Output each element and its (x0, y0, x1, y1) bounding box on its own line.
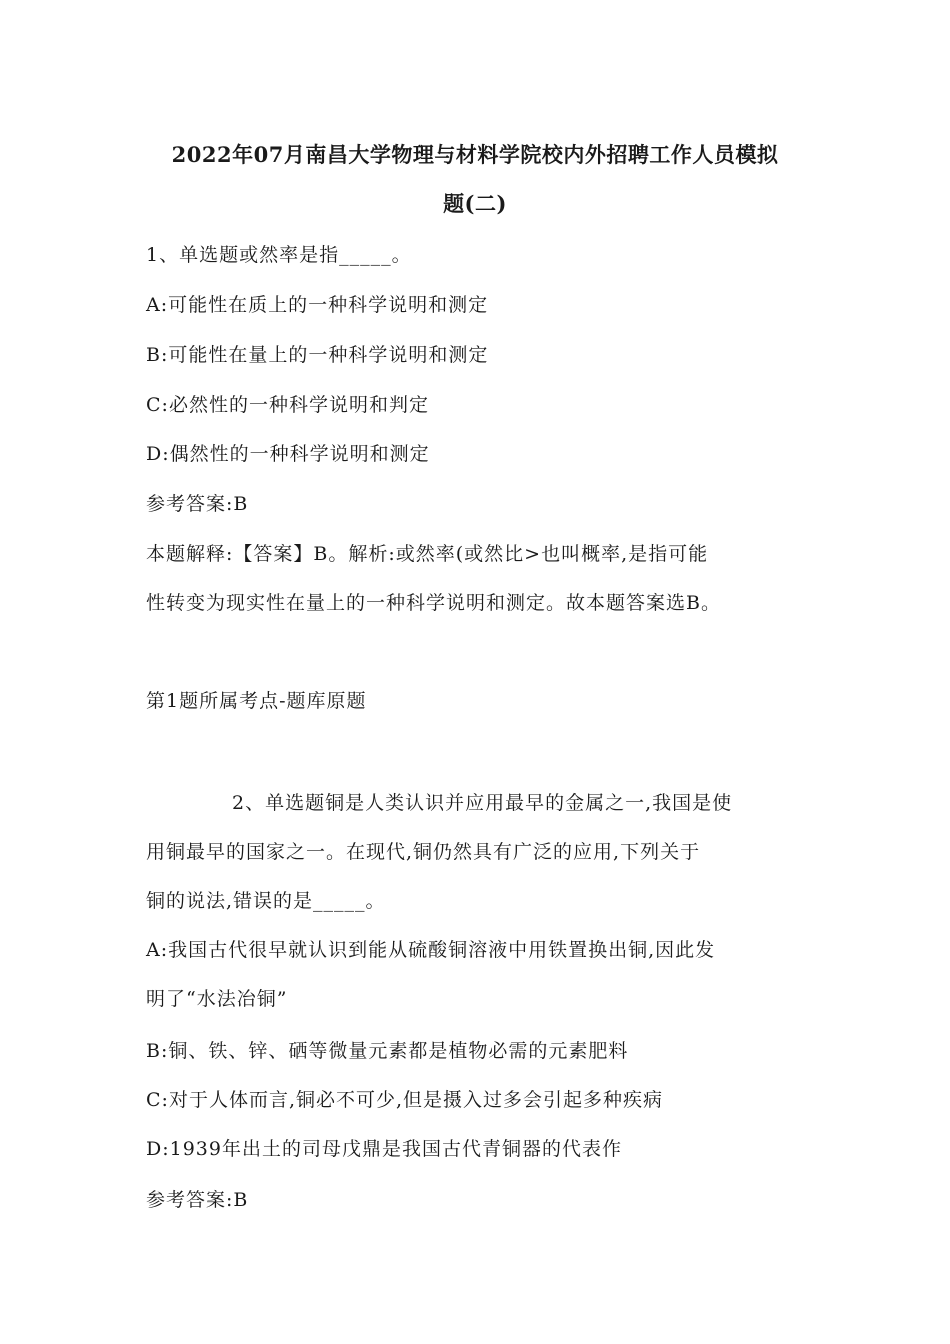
question-2-option-d: D:1939年出土的司母戊鼎是我国古代青铜器的代表作 (146, 1138, 622, 1160)
question-1-option-b: B:可能性在量上的一种科学说明和测定 (146, 344, 489, 366)
question-2-stem-line-1: 2、单选题铜是人类认识并应用最早的金属之一,我国是使 (232, 792, 733, 814)
question-1-explanation-line-1: 本题解释:【答案】B。解析:或然率(或然比>也叫概率,是指可能 (146, 543, 709, 565)
question-2-stem-line-2: 用铜最早的国家之一。在现代,铜仍然具有广泛的应用,下列关于 (146, 841, 701, 863)
question-2-option-c: C:对于人体而言,铜必不可少,但是摄入过多会引起多种疾病 (146, 1089, 664, 1111)
question-2-answer: 参考答案:B (146, 1189, 249, 1211)
document-title-line-1: 2022年07月南昌大学物理与材料学院校内外招聘工作人员模拟 (171, 142, 779, 167)
question-1-explanation-line-2: 性转变为现实性在量上的一种科学说明和测定。故本题答案选B。 (146, 592, 721, 614)
question-1-topic: 第1题所属考点-题库原题 (146, 690, 367, 712)
question-2-option-b: B:铜、铁、锌、硒等微量元素都是植物必需的元素肥料 (146, 1040, 629, 1062)
document-title-line-2: 题(二) (443, 191, 507, 216)
question-1-option-a: A:可能性在质上的一种科学说明和测定 (146, 294, 489, 316)
question-2-option-a-line-2: 明了“水法冶铜” (146, 988, 288, 1010)
question-1-answer: 参考答案:B (146, 493, 249, 515)
question-2-option-a-line-1: A:我国古代很早就认识到能从硫酸铜溶液中用铁置换出铜,因此发 (146, 939, 716, 961)
question-2-stem-line-3: 铜的说法,错误的是_____。 (146, 890, 386, 912)
question-1-stem: 1、单选题或然率是指_____。 (146, 244, 412, 266)
question-1-option-c: C:必然性的一种科学说明和判定 (146, 394, 429, 416)
question-1-option-d: D:偶然性的一种科学说明和测定 (146, 443, 430, 465)
